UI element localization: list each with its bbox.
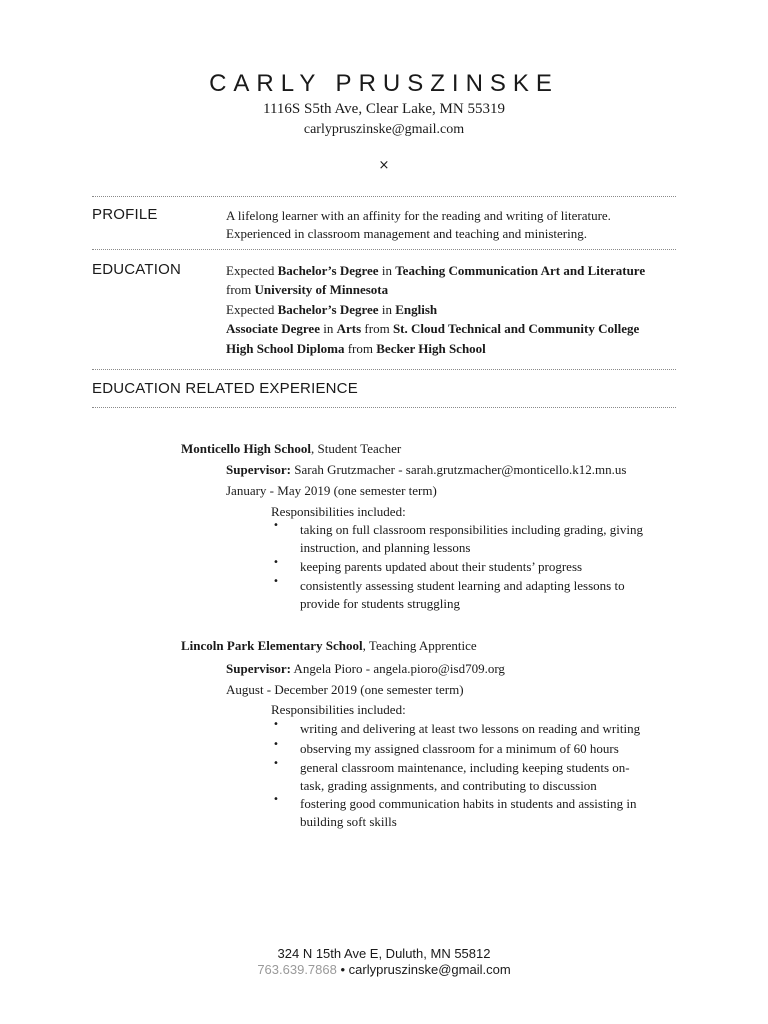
bullet-icon: • [273, 520, 279, 531]
profile-line-2: Experienced in classroom management and teaching and ministering. [226, 226, 587, 241]
footer-phone: 763.639.7868 [257, 962, 337, 977]
education-entry-1-school: from University of Minnesota [226, 282, 389, 297]
bullet-icon: • [273, 557, 279, 568]
job-2-bullet-4: fostering good communication habits in students and assisting in building soft skills [300, 796, 637, 829]
job-1-bullet-1: taking on full classroom responsibilities including grading, giving instruction, and planning lessons [300, 522, 644, 555]
education-entry-2: Expected Bachelor’s Degree in English [226, 302, 438, 317]
job-2-dates: August - December 2019 (one semester term) [226, 682, 464, 697]
job-2-bullet-3: general classroom maintenance, including keeping students on- task, grading assignments, and contributing to discussion [300, 760, 630, 793]
job-1-bullet-3: consistently assessing student learning and adapting lessons to provide for students struggling [300, 578, 625, 611]
footer-contact [0, 962, 768, 977]
experience-heading: EDUCATION RELATED EXPERIENCE [92, 380, 358, 397]
section-divider [92, 196, 676, 197]
section-divider [92, 369, 676, 370]
bullet-icon: • [273, 739, 279, 750]
profile-line-1: A lifelong learner with an affinity for the reading and writing of literature. [226, 208, 611, 223]
job-1-bullet-2: keeping parents updated about their students’ progress [300, 559, 583, 574]
job-2-supervisor: Supervisor: Angela Pioro - angela.pioro@isd709.org [226, 661, 505, 676]
job-1-supervisor: Supervisor: Sarah Grutzmacher - sarah.grutzmacher@monticello.k12.mn.us [226, 462, 627, 477]
job-1-dates: January - May 2019 (one semester term) [226, 483, 437, 498]
education-entry-3: Associate Degree in Arts from St. Cloud Technical and Community College [226, 321, 640, 336]
bullet-icon: • [273, 758, 279, 769]
job-1-responsibilities-label: Responsibilities included: [271, 504, 406, 519]
section-divider [92, 407, 676, 408]
bullet-icon: • [273, 719, 279, 730]
job-2-bullet-1: writing and delivering at least two lessons on reading and writing [300, 721, 641, 736]
job-2-title: Lincoln Park Elementary School, Teaching Apprentice [181, 638, 477, 653]
profile-heading: PROFILE [92, 206, 158, 223]
divider-mark: × [378, 158, 390, 173]
applicant-name: CARLY PRUSZINSKE [209, 70, 559, 97]
education-entry-4: High School Diploma from Becker High School [226, 341, 486, 356]
bullet-icon: • [273, 794, 279, 805]
bullet-icon: • [273, 576, 279, 587]
section-divider [92, 249, 676, 250]
footer-address: 324 N 15th Ave E, Duluth, MN 55812 [277, 946, 491, 961]
job-2-responsibilities-label: Responsibilities included: [271, 702, 406, 717]
footer-email: carlypruszinske@gmail.com [348, 962, 511, 977]
education-heading: EDUCATION [92, 261, 182, 278]
education-entry-1: Expected Bachelor’s Degree in Teaching Communication Art and Literature [226, 263, 646, 278]
applicant-email: carlypruszinske@gmail.com [303, 122, 465, 137]
applicant-address: 1116S S5th Ave, Clear Lake, MN 55319 [263, 101, 505, 117]
job-2-bullet-2: observing my assigned classroom for a minimum of 60 hours [300, 741, 619, 756]
job-1-title: Monticello High School, Student Teacher [181, 441, 402, 456]
footer-separator: • [336, 962, 349, 977]
